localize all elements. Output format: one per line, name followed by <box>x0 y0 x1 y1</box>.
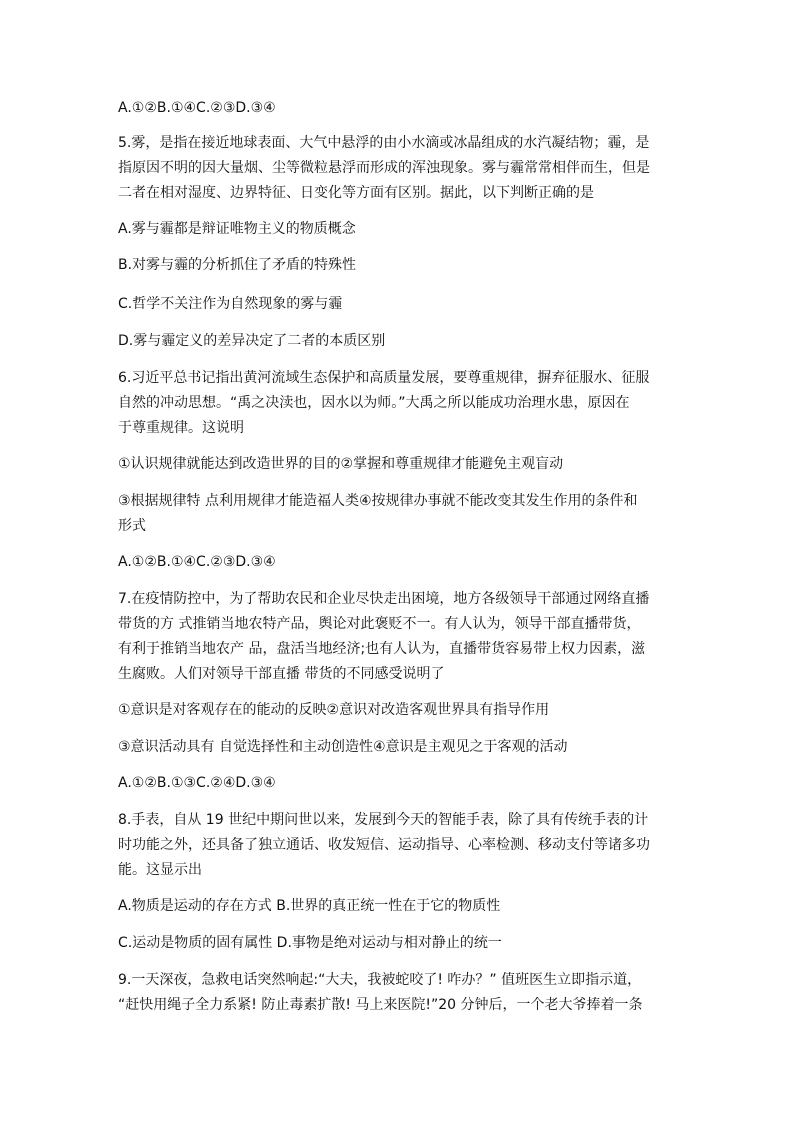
q7-statements-3-4: ③意识活动具有 自觉选择性和主动创造性④意识是主观见之于客观的活动 <box>118 739 568 755</box>
q6-stem-line-2: 自然的冲动思想。“禹之决渎也，因水以为师。”大禹之所以能成功治理水患，原因在 <box>118 395 630 411</box>
q9-stem-line-2: “赶快用绳子全力系紧! 防止毒素扩散! 马上来医院!”20 分钟后，一个老大爷捧着一条 <box>118 997 643 1013</box>
q7-stem-line-3: 有利于推销当地农产 品，盘活当地经济;也有人认为，直播带货容易带上权力因素，滋 <box>118 641 646 657</box>
q8-stem-line-2: 时功能之外，还具备了独立通话、收发短信、运动指导、心率检测、移动支付等诸多功 <box>118 837 650 853</box>
q5-option-b: B.对雾与霾的分析抓住了矛盾的特殊性 <box>118 257 357 273</box>
q6-statements-3-4: ③根据规律特 点利用规律才能造福人类④按规律办事就不能改变其发生作用的条件和 <box>118 493 638 509</box>
q7-stem-line-2: 带货的方 式推销当地农特产品，舆论对此褒贬不一。有人认为，领导干部直播带货， <box>118 616 641 632</box>
q5-option-c: C.哲学不关注作为自然现象的雾与霾 <box>118 296 343 312</box>
q5-stem-line-2: 指原因不明的因大量烟、尘等微粒悬浮而形成的浑浊现象。雾与霾常常相伴而生，但是 <box>118 160 650 176</box>
q5-stem-line-3: 二者在相对湿度、边界特征、日变化等方面有区别。据此，以下判断正确的是 <box>118 185 594 201</box>
q9-stem-line-1: 9.一天深夜，急救电话突然响起:“大夫，我被蛇咬了! 咋办？” 值班医生立即指示道， <box>118 972 642 988</box>
q5-option-d: D.雾与霾定义的差异决定了二者的本质区别 <box>118 333 386 349</box>
q4-answer-options: A.①②B.①④C.②③D.③④ <box>118 100 276 116</box>
q6-stem-line-3: 于尊重规律。这说明 <box>118 420 244 436</box>
q8-options-a-b: A.物质是运动的存在方式 B.世界的真正统一性在于它的物质性 <box>118 898 501 914</box>
q7-stem-line-4: 生腐败。人们对领导干部直播 带货的不同感受说明了 <box>118 666 445 682</box>
q7-answer-options: A.①②B.①③C.②④D.③④ <box>118 775 276 791</box>
q6-statements-cont: 形式 <box>118 518 146 534</box>
q8-options-c-d: C.运动是物质的固有属性 D.事物是绝对运动与相对静止的统一 <box>118 935 502 951</box>
q8-stem-line-3: 能。这显示出 <box>118 862 202 878</box>
q7-stem-line-1: 7.在疫情防控中，为了帮助农民和企业尽快走出困境，地方各级领导干部通过网络直播 <box>118 591 650 607</box>
q7-statements-1-2: ①意识是对客观存在的能动的反映②意识对改造客观世界具有指导作用 <box>118 702 550 718</box>
q8-stem-line-1: 8.手表，自从 19 世纪中期问世以来，发展到今天的智能手表，除了具有传统手表的计 <box>118 812 649 828</box>
q6-answer-options: A.①②B.①④C.②③D.③④ <box>118 554 276 570</box>
q5-option-a: A.雾与霾都是辩证唯物主义的物质概念 <box>118 221 356 237</box>
q6-statements-1-2: ①认识规律就能达到改造世界的目的②掌握和尊重规律才能避免主观盲动 <box>118 456 564 472</box>
q6-stem-line-1: 6.习近平总书记指出黄河流域生态保护和高质量发展，要尊重规律，摒弃征服水、征服 <box>118 370 650 386</box>
q5-stem-line-1: 5.雾，是指在接近地球表面、大气中悬浮的由小水滴或冰晶组成的水汽凝结物；霾，是 <box>118 135 650 151</box>
